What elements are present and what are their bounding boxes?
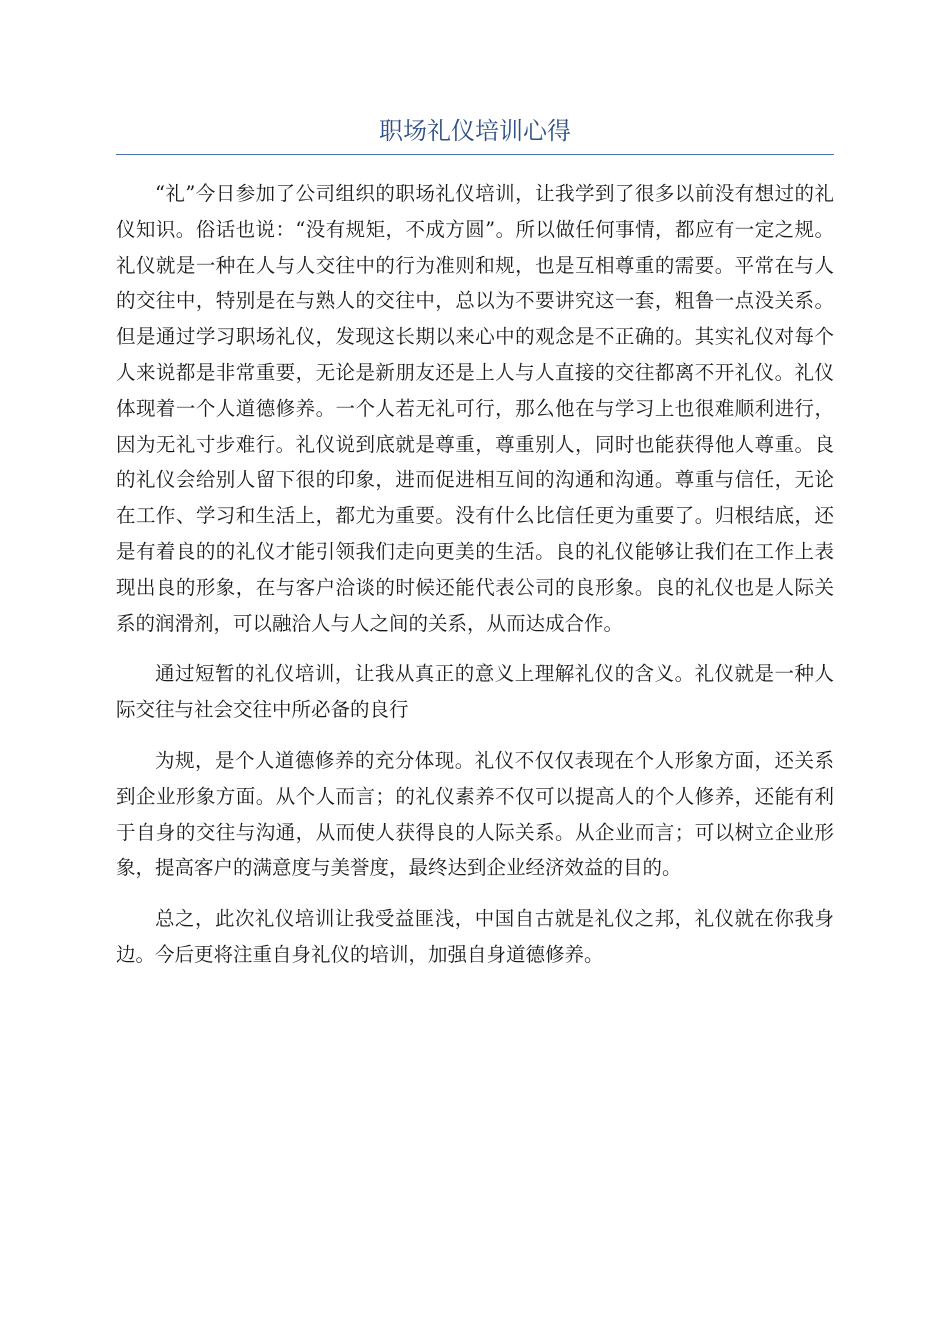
document-title: 职场礼仪培训心得 (379, 117, 571, 145)
title-divider (116, 154, 834, 155)
paragraph-3: 为规，是个人道德修养的充分体现。礼仪不仅仅表现在个人形象方面，还关系到企业形象方面。从个人而言；的礼仪素养不仅可以提高人的个人修养，还能有利于自身的交往与沟通，从而使人获得良的人际关系。从企业而言；可以树立企业形象，提高客户的满意度与美誉度，最终达到企业经济效益的目的。 (116, 748, 834, 880)
paragraph-2: 通过短暂的礼仪培训，让我从真正的意义上理解礼仪的含义。礼仪就是一种人际交往与社会交往中所必备的良行 (116, 662, 834, 722)
document-body (116, 176, 834, 988)
paragraph-4: 总之，此次礼仪培训让我受益匪浅，中国自古就是礼仪之邦，礼仪就在你我身边。今后更将注重自身礼仪的培训，加强自身道德修养。 (116, 907, 834, 966)
paragraph-1: “礼”今日参加了公司组织的职场礼仪培训，让我学到了很多以前没有想过的礼仪知识。俗话也说：“没有规矩，不成方圆”。所以做任何事情，都应有一定之规。礼仪就是一种在人与人交往中的行为准则和规，也是互相尊重的需要。平常在与人的交往中，特别是在与熟人的交往中，总以为不要讲究这一套，粗鲁一点没关系。但是通过学习职场礼仪，发现这长期以来心中的观念是不正确的。其实礼仪对每个人来说都是非常重要，无论是新朋友还是上人与人直接的交往都离不开礼仪。礼仪体现着一个人道德修养。一个人若无礼可行，那么他在与学习上也很难顺利进行，因为无礼寸步难行。礼仪说到底就是尊重，尊重别人，同时也能获得他人尊重。良的礼仪会给别人留下很的印象，进而促进相互间的沟通和沟通。尊重与信任，无论在工作、学习和生活上，都尤为重要。没有什么比信任更为重要了。归根结底，还是有着良的的礼仪才能引领我们走向更美的生活。良的礼仪能够让我们在工作上表现出良的形象，在与客户洽谈的时候还能代表公司的良形象。良的礼仪也是人际关系的润滑剂，可以融洽人与人之间的关系，从而达成合作。 (116, 182, 834, 635)
